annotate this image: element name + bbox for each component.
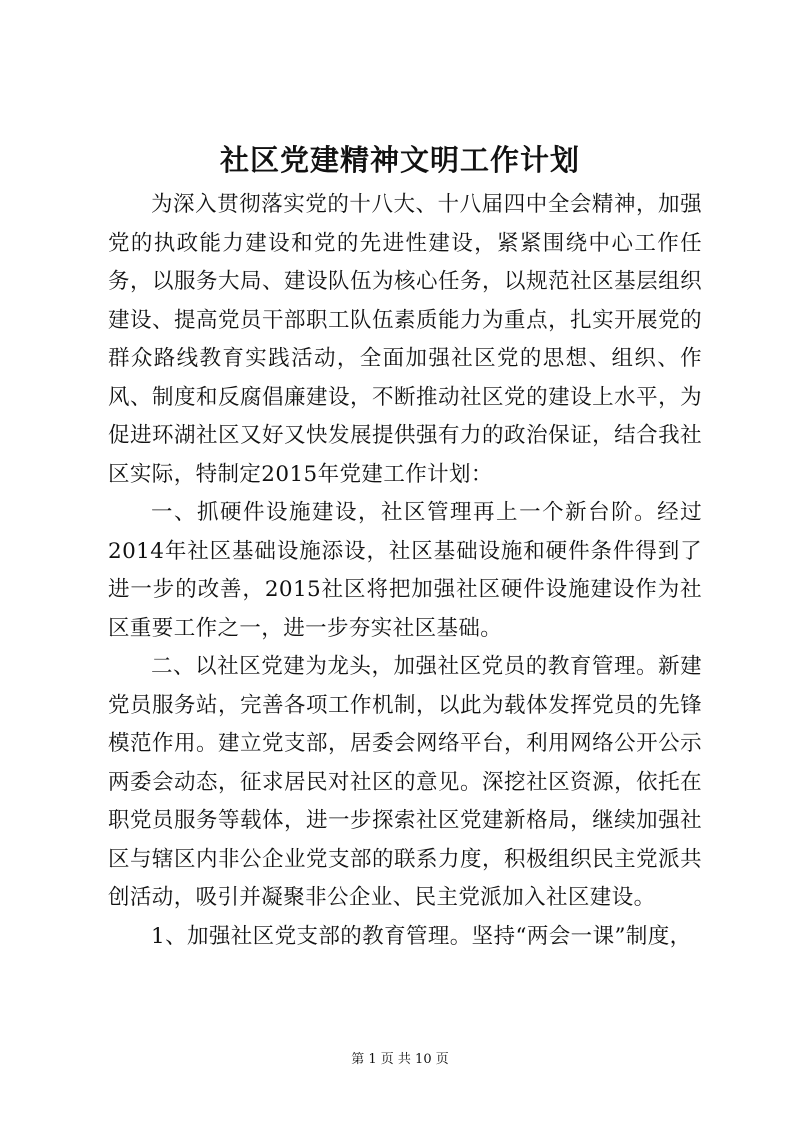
document-body	[108, 186, 702, 956]
document-title: 社区党建精神文明工作计划	[219, 143, 580, 177]
paragraph-section-2: 二、以社区党建为龙头，加强社区党员的教育管理。新建党员服务站，完善各项工作机制，以此为载体发挥党员的先锋模范作用。建立党支部，居委会网络平台，利用网络公开公示两委会动态，征求居民对社区的意见。深挖社区资源，依托在职党员服务等载体，进一步探索社区党建新格局，继续加强社区与辖区内非公企业党支部的联系力度，积极组织民主党派共创活动，吸引并凝聚非公企业、民主党派加入社区建设。	[108, 654, 702, 910]
paragraph-intro: 为深入贯彻落实党的十八大、十八届四中全会精神，加强党的执政能力建设和党的先进性建设，紧紧围绕中心工作任务，以服务大局、建设队伍为核心任务，以规范社区基层组织建设、提高党员干部职工队伍素质能力为重点，扎实开展党的群众路线教育实践活动，全面加强社区党的思想、组织、作风、制度和反腐倡廉建设，不断推动社区党的建设上水平，为促进环湖社区又好又快发展提供强有力的政治保证，结合我社区实际，特制定2015年党建工作计划：	[108, 192, 702, 487]
paragraph-section-1: 一、抓硬件设施建设，社区管理再上一个新台阶。经过2014年社区基础设施添设，社区基础设施和硬件条件得到了进一步的改善，2015社区将把加强社区硬件设施建设作为社区重要工作之一，进一步夯实社区基础。	[108, 500, 702, 641]
paragraph-item-1: 1、加强社区党支部的教育管理。坚持“两会一课”制度，	[151, 923, 692, 949]
page-footer: 第 1 页 共 10 页	[351, 1052, 449, 1067]
